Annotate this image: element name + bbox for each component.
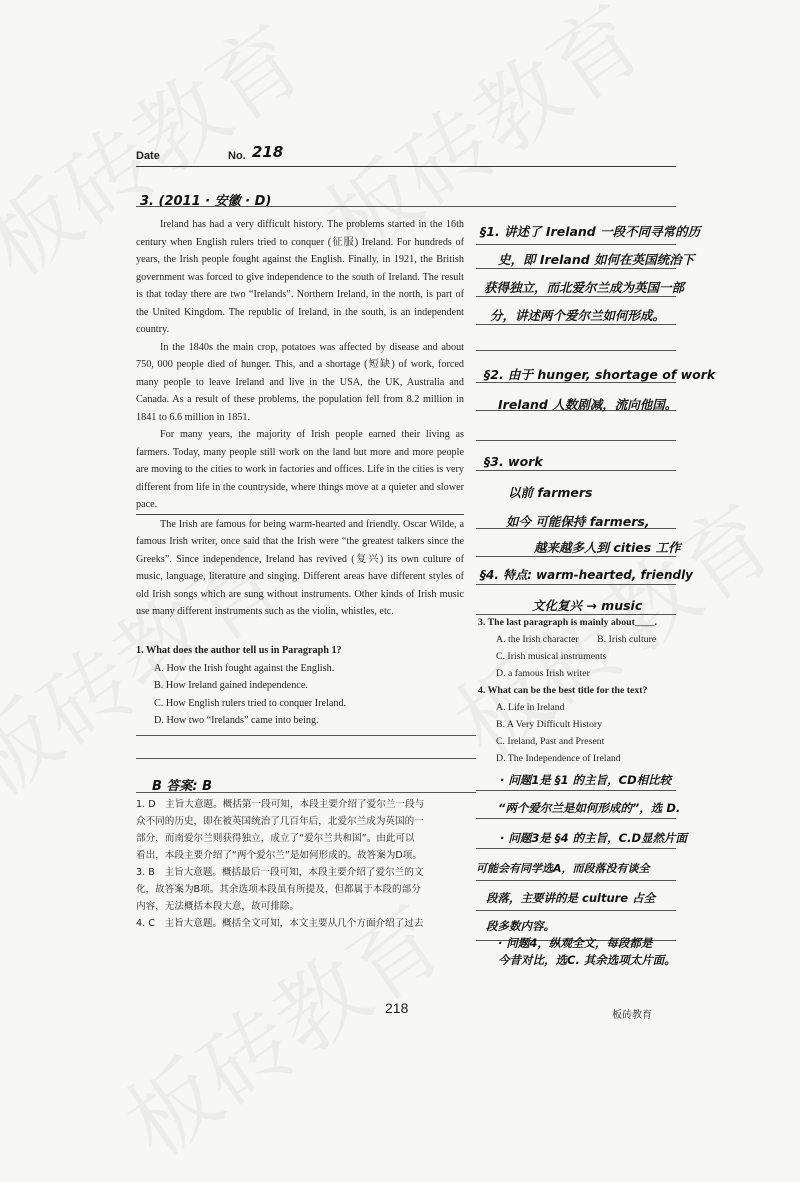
ruled-line: [136, 758, 476, 759]
answer-explanation: [136, 796, 476, 932]
ruled-line: [476, 470, 676, 471]
handwritten-note: §3. work: [484, 454, 543, 469]
handwritten-note: Ireland 人数剧减，流向他国。: [498, 397, 678, 412]
ruled-line: [476, 584, 676, 585]
question-4-option-c: C. Ireland, Past and Present: [496, 736, 605, 747]
answer-line: 部分，而南爱尔兰则获得独立，成立了“爱尔兰共和国”。由此可以: [136, 833, 415, 844]
answer-line: 化，故答案为B项。其余选项本段虽有所提及，但都属于本段的部分: [136, 884, 421, 895]
handwritten-note: · 问题1是 §1 的主旨，CD相比较: [500, 773, 672, 787]
handwritten-note: · 问题3是 §4 的主旨，C.D显然片面: [500, 831, 687, 845]
question-1-option-a: A. How the Irish fought against the English.: [154, 662, 335, 674]
question-1-stem: 1. What does the author tell us in Paragraph 1?: [136, 645, 342, 656]
answer-line: 内容，无法概括本段大意，故可排除。: [136, 901, 300, 912]
handwritten-note: §2. 由于 hunger, shortage of work: [484, 367, 716, 382]
question-3-option-d: D. a famous Irish writer: [496, 668, 590, 679]
header-rule: [136, 166, 676, 167]
question-3-option-c: C. Irish musical instruments: [496, 651, 607, 662]
handwritten-note: 越来越多人到 cities 工作: [534, 540, 681, 555]
source-tag: 3. (2011 · 安徽 · D): [140, 194, 272, 209]
answer-line: 看出，本段主要介绍了“两个爱尔兰”是如何形成的。故答案为D项。: [136, 850, 422, 861]
ruled-line: [476, 556, 676, 557]
question-3: [478, 614, 728, 767]
ruled-line: [136, 206, 676, 207]
ruled-line: [476, 244, 676, 245]
handwritten-note: 史，即 Ireland 如何在英国统治下: [498, 252, 695, 267]
handwritten-note: 今昔对比，选C. 其余选项太片面。: [498, 953, 676, 967]
answer-line: 1. D 主旨大意题。概括第一段可知，本段主要介绍了爱尔兰一段与: [136, 799, 425, 810]
question-4-option-a: A. Life in Ireland: [496, 702, 565, 713]
handwritten-note: · 问题4，纵观全文，每段都是: [498, 936, 653, 950]
page-number-handwritten: 218: [252, 143, 284, 161]
question-1-option-c: C. How English rulers tried to conquer Ireland.: [154, 697, 347, 709]
answer-heading: B 答案: B: [152, 779, 213, 794]
ruled-line: [476, 818, 676, 819]
publisher-label: 板砖教育: [612, 1010, 652, 1021]
handwritten-note: 可能会有同学选A，而段落没有谈全: [476, 862, 650, 875]
handwritten-note: 获得独立，而北爱尔兰成为英国一部: [484, 280, 685, 295]
answer-line: 4. C 主旨大意题。概括全文可知，本文主要从几个方面介绍了过去: [136, 918, 424, 929]
handwritten-note: 如今 可能保持 farmers,: [506, 514, 650, 529]
question-1-option-b: B. How Ireland gained independence.: [154, 680, 308, 691]
answer-line: 3. B 主旨大意题。概括最后一段可知，本段主要介绍了爱尔兰的文: [136, 867, 424, 878]
handwritten-note: 段多数内容。: [486, 919, 555, 933]
handwritten-note: 以前 farmers: [508, 485, 593, 500]
handwritten-note: §1. 讲述了 Ireland 一段不同寻常的历: [480, 224, 701, 239]
reading-passage: [136, 216, 464, 621]
question-1: [136, 642, 466, 730]
question-3-options-ab: [478, 631, 728, 648]
ruled-line: [476, 790, 676, 791]
ruled-line: [476, 880, 676, 881]
page-number: 218: [385, 1000, 409, 1016]
ruled-line: [476, 614, 676, 615]
passage-paragraph-1: Ireland has had a very difficult history. The problems started in the 16th century when English rulers tried to conquer (征服) Ireland. For hundreds of years, the Irish people fought against the English. Finally, in 1921, the British government was forced to give independence to the south of Ireland. The result is that today there are two “Irelands”. Northern Ireland, in the north, is part of the United Kingdom. The republic of Ireland, in the south, is an independent country.: [136, 219, 464, 335]
question-4-option-d: D. The Independence of Ireland: [496, 753, 621, 764]
question-3-option-a: A. the Irish character: [496, 634, 579, 645]
handwritten-note: 分，讲述两个爱尔兰如何形成。: [490, 308, 666, 323]
ruled-line: [476, 910, 676, 911]
handwritten-note: 文化复兴 → music: [532, 598, 643, 613]
question-3-stem: 3. The last paragraph is mainly about____.: [478, 617, 657, 628]
ruled-line: [136, 735, 476, 736]
handwritten-note: §4. 特点: warm-hearted, friendly: [480, 568, 694, 582]
ruled-line: [476, 848, 676, 849]
no-label: No.: [228, 150, 246, 162]
ruled-line: [136, 792, 476, 793]
question-4-stem: 4. What can be the best title for the text?: [478, 685, 648, 696]
ruled-line: [476, 268, 676, 269]
question-1-option-d: D. How two “Irelands” came into being.: [154, 715, 319, 726]
handwritten-note: “两个爱尔兰是如何形成的”，选 D.: [498, 801, 681, 815]
ruled-line: [476, 324, 676, 325]
question-4-option-b: B. A Very Difficult History: [496, 719, 603, 730]
ruled-line: [476, 296, 676, 297]
date-label: Date: [136, 150, 160, 162]
answer-line: 众不同的历史，即在被英国统治了几百年后，北爱尔兰成为英国的一: [136, 816, 424, 827]
ruled-line: [476, 350, 676, 351]
question-3-option-b: B. Irish culture: [597, 634, 657, 645]
ruled-line: [476, 440, 676, 441]
handwritten-note: 段落，主要讲的是 culture 占全: [486, 891, 656, 905]
passage-paragraph-4: The Irish are famous for being warm-hearted and friendly. Oscar Wilde, a famous Irish writer, once said that the Irish were “the greatest talkers since the Greeks”. Since independence, Ireland has revived (复兴) its own culture of music, language, literature and singing. Different areas have different styles of old Irish songs which are sung without instruments. Other kinds of Irish music use many different instruments such as the violin, whistles, etc.: [136, 514, 464, 621]
passage-paragraph-3: For many years, the majority of Irish people earned their living as farmers. Today, many people still work on the land but more and more people are moving to the cities to work in factories and offices. Life in the cities is very different from life in the countryside, where things move at a quieter and slower pace.: [136, 429, 464, 510]
passage-paragraph-2: In the 1840s the main crop, potatoes was affected by disease and about 750, 000 people died of hunger. This, and a shortage (短缺) of work, forced many people to leave Ireland and live in the USA, the UK, Australia and Canada. As a result of these problems, the population fell from 8.2 million in 1841 to 6.6 million in 1851.: [136, 341, 464, 423]
